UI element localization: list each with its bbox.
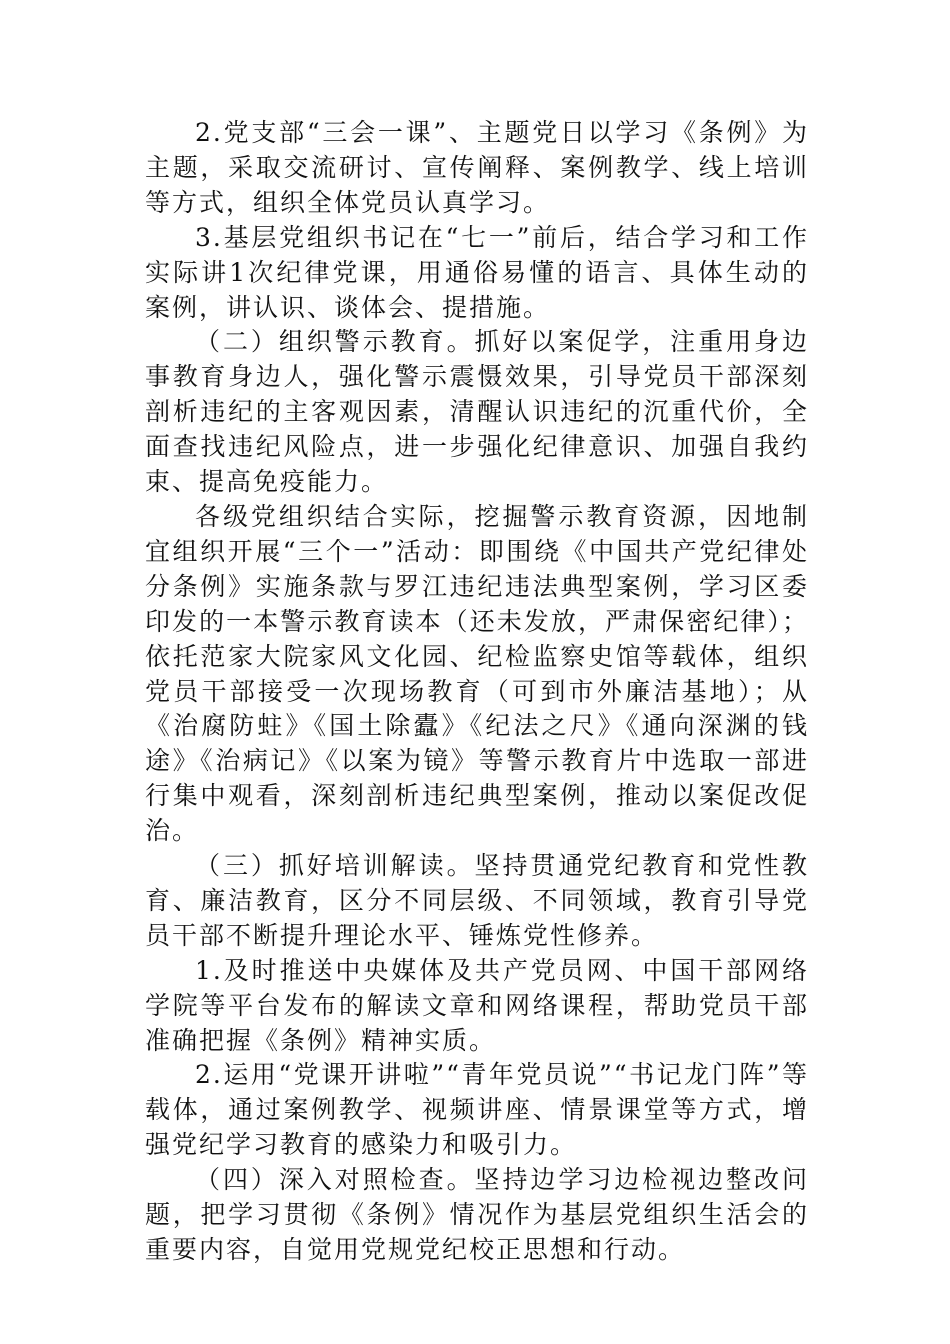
paragraph-section-3-training: （三）抓好培训解读。坚持贯通党纪教育和党性教育、廉洁教育，区分不同层级、不同领域，教育引导党员干部不断提升理论水平、锤炼党性修养。 <box>145 851 809 950</box>
paragraph-item-2-use-carriers: 2.运用“党课开讲啦”“青年党员说”“书记龙门阵”等载体，通过案例教学、视频讲座、情景课堂等方式，增强党纪学习教育的感染力和吸引力。 <box>145 1060 809 1160</box>
document-body <box>145 116 809 1268</box>
paragraph-item-1-push-resources: 1.及时推送中央媒体及共产党员网、中国干部网络学院等平台发布的解读文章和网络课程，帮助党员干部准确把握《条例》精神实质。 <box>145 955 809 1055</box>
paragraph-section-2-warning-education: （二）组织警示教育。抓好以案促学，注重用身边事教育身边人，强化警示震慑效果，引导党员干部深刻剖析违纪的主客观因素，清醒认识违纪的沉重代价，全面查找违纪风险点，进一步强化纪律意识、加强自我约束、提高免疫能力。 <box>145 327 809 497</box>
paragraph-item-2-study-method: 2.党支部“三会一课”、主题党日以学习《条例》为主题，采取交流研讨、宣传阐释、案例教学、线上培训等方式，组织全体党员认真学习。 <box>145 118 809 217</box>
paragraph-section-4-self-check: （四）深入对照检查。坚持边学习边检视边整改问题，把学习贯彻《条例》情况作为基层党组织生活会的重要内容，自觉用党规党纪校正思想和行动。 <box>145 1165 809 1264</box>
paragraph-three-ones-activity: 各级党组织结合实际，挖掘警示教育资源，因地制宜组织开展“三个一”活动：即围绕《中国共产党纪律处分条例》实施条款与罗江违纪违法典型案例，学习区委印发的一本警示教育读本（还未发放，严肃保密纪律）；依托范家大院家风文化园、纪检监察史馆等载体，组织党员干部接受一次现场教育（可到市外廉洁基地）；从《治腐防蛀》《国土除蠹》《纪法之尺》《通向深渊的钱途》《治病记》《以案为镜》等警示教育片中选取一部进行集中观看，深刻剖析违纪典型案例，推动以案促改促治。 <box>145 501 809 846</box>
paragraph-item-3-discipline-lecture: 3.基层党组织书记在“七一”前后，结合学习和工作实际讲1次纪律党课，用通俗易懂的语言、具体生动的案例，讲认识、谈体会、提措施。 <box>145 222 809 322</box>
